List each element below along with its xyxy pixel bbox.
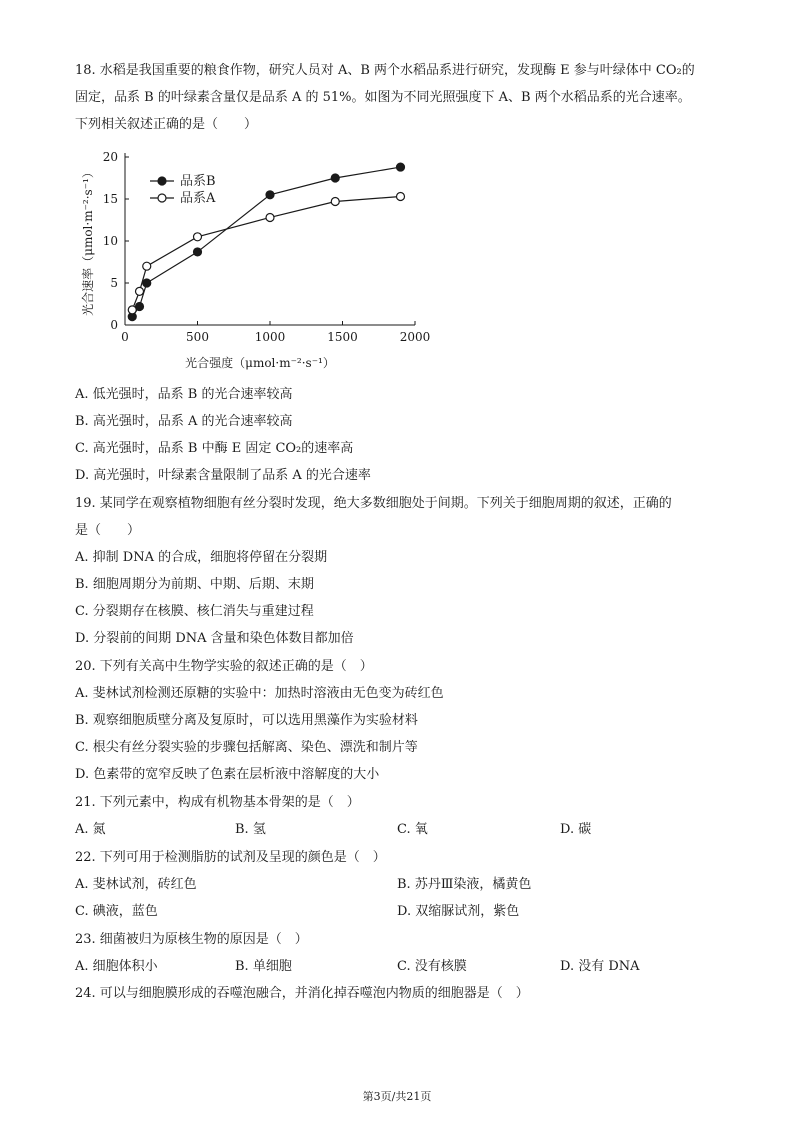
data-point-series-1: [136, 287, 144, 295]
q22-option-a: A. 斐林试剂，砖红色: [75, 877, 197, 892]
data-point-series-0: [397, 163, 405, 171]
q21-option-c: C. 氧: [397, 822, 428, 837]
q19-option-a: A. 抑制 DNA 的合成，细胞将停留在分裂期: [75, 550, 328, 565]
photosynthesis-rate-chart: [70, 145, 430, 385]
q22-option-c: C. 碘液，蓝色: [75, 904, 158, 919]
legend-label: 品系B: [180, 174, 216, 189]
y-axis-label: 光合速率（μmol·m⁻²·s⁻¹）: [81, 166, 95, 316]
y-tick-label: 15: [102, 192, 118, 206]
q18-stem-line3: 下列相关叙述正确的是（ ）: [75, 117, 258, 132]
data-point-series-1: [397, 192, 405, 200]
chart-axes: [125, 153, 415, 325]
data-point-series-1: [194, 233, 202, 241]
x-tick-label: 2000: [399, 330, 430, 344]
q20-option-d: D. 色素带的宽窄反映了色素在层析液中溶解度的大小: [75, 767, 380, 782]
q18-stem-line2: 固定，品系 B 的叶绿素含量仅是品系 A 的 51%。如图为不同光照强度下 A、B 两个水稻品系的光合速率。: [75, 90, 691, 105]
q19-option-c: C. 分裂期存在核膜、核仁消失与重建过程: [75, 604, 314, 619]
q21-option-b: B. 氢: [235, 822, 266, 837]
x-tick-label: 1500: [327, 330, 358, 344]
data-point-series-0: [331, 174, 339, 182]
legend-marker: [158, 194, 166, 202]
q19-stem-line1: 19. 某同学在观察植物细胞有丝分裂时发现，绝大多数细胞处于间期。下列关于细胞周期的叙述，正确的: [75, 496, 672, 511]
x-tick-label: 1000: [254, 330, 286, 344]
q18-option-b: B. 高光强时，品系 A 的光合速率较高: [75, 414, 293, 429]
legend-label: 品系A: [180, 191, 216, 206]
y-tick-label: 5: [110, 276, 118, 290]
q20-stem: 20. 下列有关高中生物学实验的叙述正确的是（ ）: [75, 659, 373, 674]
data-point-series-1: [266, 213, 274, 221]
data-point-series-0: [194, 248, 202, 256]
q18-option-d: D. 高光强时，叶绿素含量限制了品系 A 的光合速率: [75, 468, 371, 483]
q21-stem: 21. 下列元素中，构成有机物基本骨架的是（ ）: [75, 795, 360, 810]
data-point-series-1: [331, 198, 339, 206]
q23-option-c: C. 没有核膜: [397, 959, 467, 974]
q19-option-d: D. 分裂前的间期 DNA 含量和染色体数目都加倍: [75, 631, 354, 646]
data-point-series-0: [143, 279, 151, 287]
y-tick-label: 20: [102, 150, 118, 164]
data-point-series-0: [266, 191, 274, 199]
page-footer: 第3页/共21页: [362, 1090, 432, 1103]
q19-option-b: B. 细胞周期分为前期、中期、后期、末期: [75, 577, 314, 592]
q20-option-b: B. 观察细胞质壁分离及复原时，可以选用黑藻作为实验材料: [75, 713, 418, 728]
q20-option-c: C. 根尖有丝分裂实验的步骤包括解离、染色、漂洗和制片等: [75, 740, 418, 755]
q24-stem: 24. 可以与细胞膜形成的吞噬泡融合，并消化掉吞噬泡内物质的细胞器是（ ）: [75, 986, 529, 1001]
y-tick-label: 0: [110, 318, 118, 332]
q23-option-a: A. 细胞体积小: [75, 959, 158, 974]
q18-stem-line1: 18. 水稻是我国重要的粮食作物，研究人员对 A、B 两个水稻品系进行研究，发现酶 E 参与叶绿体中 CO₂的: [75, 63, 695, 78]
y-tick-label: 10: [102, 234, 118, 248]
series-line-1: [132, 196, 400, 309]
q18-option-a: A. 低光强时，品系 B 的光合速率较高: [75, 387, 293, 402]
q22-option-b: B. 苏丹Ⅲ染液，橘黄色: [397, 877, 532, 892]
x-tick-label: 0: [121, 330, 129, 344]
q23-stem: 23. 细菌被归为原核生物的原因是（ ）: [75, 932, 308, 947]
q18-option-c: C. 高光强时，品系 B 中酶 E 固定 CO₂的速率高: [75, 441, 354, 456]
q22-option-d: D. 双缩脲试剂，紫色: [397, 904, 520, 919]
q21-option-d: D. 碳: [560, 822, 592, 837]
q21-option-a: A. 氮: [75, 822, 106, 837]
q23-option-b: B. 单细胞: [235, 959, 292, 974]
x-axis-label: 光合强度（μmol·m⁻²·s⁻¹）: [185, 356, 335, 370]
q23-option-d: D. 没有 DNA: [560, 959, 640, 974]
x-tick-label: 500: [186, 330, 209, 344]
chart-legend: [150, 174, 216, 206]
q20-option-a: A. 斐林试剂检测还原糖的实验中：加热时溶液由无色变为砖红色: [75, 686, 444, 701]
legend-marker: [158, 177, 166, 185]
q22-stem: 22. 下列可用于检测脂肪的试剂及呈现的颜色是（ ）: [75, 850, 386, 865]
data-point-series-1: [128, 306, 136, 314]
series-line-0: [132, 167, 400, 317]
data-point-series-1: [143, 262, 151, 270]
q19-stem-line2: 是（ ）: [75, 523, 141, 538]
